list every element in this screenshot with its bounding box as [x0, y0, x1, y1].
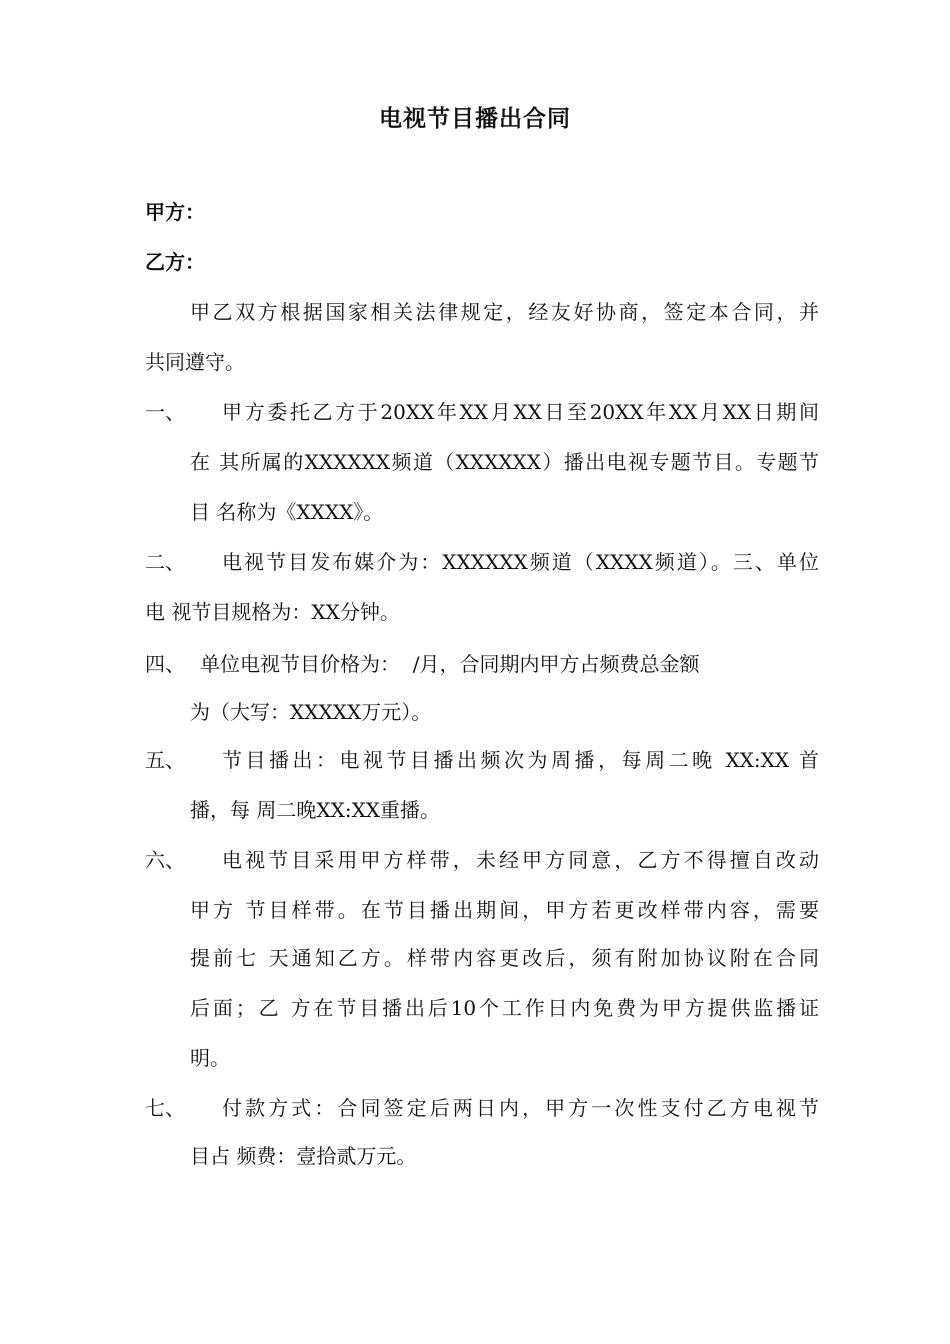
clause-line: 甲方 节目样带。在节目播出期间，甲方若更改样带内容，需要 [190, 898, 819, 922]
party-a-label: 甲方： [145, 200, 205, 224]
clause-line: 节目播出：电视节目播出频次为周播，每周二晚 XX:XX 首 [222, 748, 819, 772]
document-title: 电视节目播出合同 [379, 106, 571, 132]
clause-line: 电视节目发布媒介为：XXXXXX频道（XXXX频道）。三、单位 [222, 550, 819, 574]
clause-line: 甲方委托乙方于20XX年XX月XX日至20XX年XX月XX日期间 [222, 400, 819, 424]
intro-line-2: 共同遵守。 [145, 350, 245, 374]
clause-number: 四、 [145, 652, 185, 676]
clause-line: 单位电视节目价格为： /月，合同期内甲方占频费总金额 [200, 652, 700, 676]
clause-line: 付款方式：合同签定后两日内，甲方一次性支付乙方电视节 [222, 1096, 819, 1120]
clause-number: 二、 [145, 550, 185, 574]
clause-number: 一、 [145, 400, 185, 424]
clause-line: 为（大写：XXXXX万元）。 [190, 700, 432, 724]
clause-line: 在 其所属的XXXXXX频道（XXXXXX）播出电视专题节目。专题节 [190, 450, 819, 474]
clause-number: 六、 [145, 848, 185, 872]
clause-line: 目 名称为《XXXX》。 [190, 500, 384, 524]
clause-line: 后面；乙 方在节目播出后10个工作日内免费为甲方提供监播证 [190, 996, 819, 1020]
intro-line-1: 甲乙双方根据国家相关法律规定，经友好协商，签定本合同，并 [190, 300, 819, 324]
clause-line: 电视节目采用甲方样带，未经甲方同意，乙方不得擅自改动 [222, 848, 819, 872]
clause-number: 五、 [145, 748, 185, 772]
clause-number: 七、 [145, 1096, 185, 1120]
party-b-label: 乙方： [145, 250, 205, 274]
clause-line: 明。 [190, 1046, 230, 1070]
clause-line: 电 视节目规格为：XX分钟。 [145, 600, 400, 624]
clause-line: 提前七 天通知乙方。样带内容更改后，须有附加协议附在合同 [190, 946, 819, 970]
clause-line: 目占 频费：壹拾贰万元。 [190, 1144, 417, 1168]
clause-line: 播，每 周二晚XX:XX重播。 [190, 798, 441, 822]
